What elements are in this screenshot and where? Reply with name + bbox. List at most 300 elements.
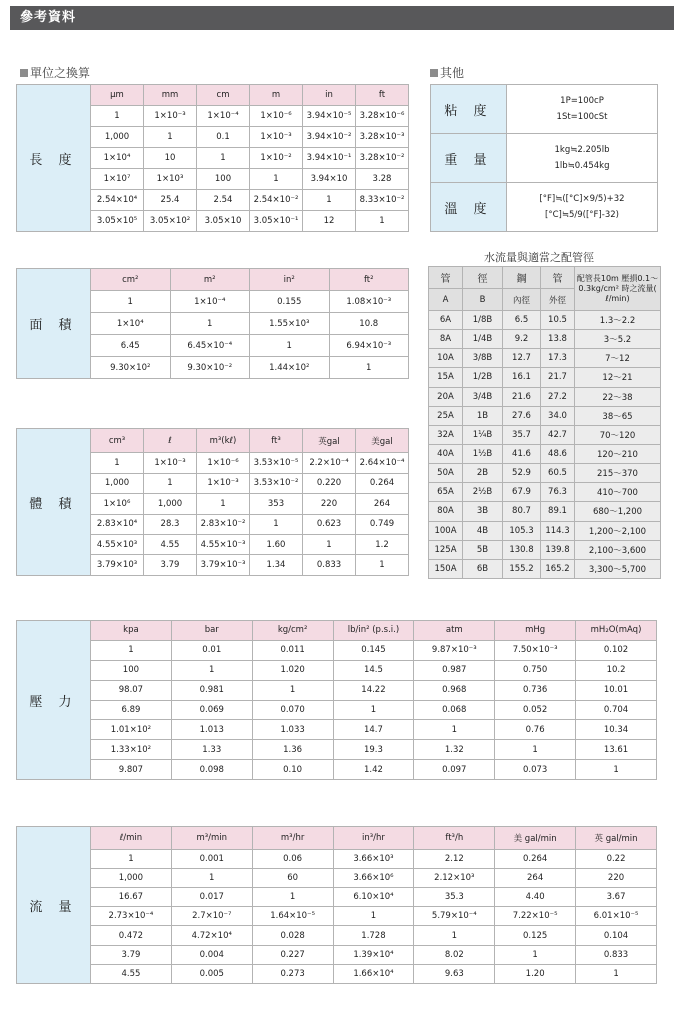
- column-header: mHg: [495, 621, 576, 641]
- table-cell: 3.94×10⁻²: [303, 127, 356, 148]
- table-cell: 1.36: [252, 740, 333, 760]
- table-cell: 48.6: [541, 444, 575, 463]
- table-cell: 3/8B: [463, 349, 503, 368]
- column-header: 英gal: [303, 429, 356, 453]
- column-header: A: [429, 289, 463, 311]
- table-cell: 1×10⁻⁴: [170, 291, 250, 313]
- table-cell: 60: [252, 868, 333, 887]
- table-cell: 52.9: [503, 464, 541, 483]
- row-label: 體 積: [17, 429, 91, 576]
- table-cell: 3.05×10²: [144, 211, 197, 232]
- table-cell: 0.623: [303, 514, 356, 534]
- row-label: 壓 力: [17, 621, 91, 780]
- area-table: [16, 268, 409, 379]
- table-cell: 34.0: [541, 406, 575, 425]
- table-cell: 1.34: [250, 555, 303, 576]
- table-cell: 20A: [429, 387, 463, 406]
- table-cell: 1,000: [144, 494, 197, 514]
- pipe-table: [428, 266, 661, 579]
- table-cell: 0.704: [576, 700, 657, 720]
- table-cell: 0.097: [414, 760, 495, 780]
- table-row: [17, 720, 657, 740]
- table-cell: 3.05×10⁵: [91, 211, 144, 232]
- table-cell: 15A: [429, 368, 463, 387]
- table-cell: 13.61: [576, 740, 657, 760]
- pipe-table-title: 水流量與適當之配管徑: [484, 251, 594, 264]
- table-cell: 1: [329, 357, 409, 379]
- table-cell: 1½B: [463, 444, 503, 463]
- row-label: 重 量: [431, 134, 507, 183]
- table-row: [429, 483, 661, 502]
- table-row: [17, 964, 657, 983]
- row-label: 長 度: [17, 85, 91, 232]
- table-cell: 27.6: [503, 406, 541, 425]
- table-cell: 21.6: [503, 387, 541, 406]
- table-cell: 0.981: [171, 680, 252, 700]
- table-cell: 1: [333, 907, 414, 926]
- table-cell: 9.2: [503, 330, 541, 349]
- column-header: B: [463, 289, 503, 311]
- table-cell: 1×10⁻³: [144, 453, 197, 473]
- table-row: [17, 907, 657, 926]
- table-cell: 1: [414, 926, 495, 945]
- column-header: mm: [144, 85, 197, 106]
- table-cell: 1,000: [91, 868, 172, 887]
- table-cell: 76.3: [541, 483, 575, 502]
- table-cell: 40A: [429, 444, 463, 463]
- table-cell: 35.7: [503, 425, 541, 444]
- table-cell: 12.7: [503, 349, 541, 368]
- table-row: [429, 521, 661, 540]
- table-cell: 1×10⁻³: [144, 106, 197, 127]
- table-cell: 3.28×10⁻⁶: [356, 106, 409, 127]
- table-row: [429, 368, 661, 387]
- table-cell: 0.76: [495, 720, 576, 740]
- table-cell: 1.01×10²: [91, 720, 172, 740]
- table-cell: 6.45: [91, 335, 171, 357]
- table-cell: 41.6: [503, 444, 541, 463]
- table-cell: 1: [171, 660, 252, 680]
- header-row: [17, 85, 409, 106]
- table-cell: 1×10⁻³: [250, 127, 303, 148]
- table-cell: 70～120: [575, 425, 661, 444]
- table-cell: [507, 134, 658, 183]
- table-cell: 0.125: [495, 926, 576, 945]
- table-cell: 1: [144, 473, 197, 493]
- table-cell: 3.94×10⁻¹: [303, 148, 356, 169]
- header-row: [429, 267, 661, 289]
- table-cell: 1¼B: [463, 425, 503, 444]
- table-cell: 3.28: [356, 169, 409, 190]
- table-cell: 8.02: [414, 945, 495, 964]
- table-cell: 9.807: [91, 760, 172, 780]
- table-cell: 65A: [429, 483, 463, 502]
- column-header: m³(kℓ): [197, 429, 250, 453]
- column-header: m: [250, 85, 303, 106]
- table-cell: 1×10⁻⁴: [197, 106, 250, 127]
- table-cell: 0.155: [250, 291, 330, 313]
- table-cell: 1: [91, 453, 144, 473]
- table-cell: 1.08×10⁻³: [329, 291, 409, 313]
- header-row: [17, 621, 657, 641]
- table-cell: 0.028: [252, 926, 333, 945]
- table-cell: 2.83×10⁴: [91, 514, 144, 534]
- table-cell: 0.22: [576, 849, 657, 868]
- table-cell: 6.10×10⁴: [333, 888, 414, 907]
- table-cell: 1: [356, 555, 409, 576]
- column-header: 管: [541, 267, 575, 289]
- table-cell: 1,000: [91, 127, 144, 148]
- table-row: [17, 660, 657, 680]
- table-cell: 4.40: [495, 888, 576, 907]
- table-cell: 1.44×10²: [250, 357, 330, 379]
- table-cell: 17.3: [541, 349, 575, 368]
- table-cell: 4.55: [91, 964, 172, 983]
- table-cell: 1,200～2,100: [575, 521, 661, 540]
- table-cell: 0.104: [576, 926, 657, 945]
- table-cell: 2,100～3,600: [575, 540, 661, 559]
- table-row: [17, 740, 657, 760]
- table-cell: 5B: [463, 540, 503, 559]
- table-cell: 0.749: [356, 514, 409, 534]
- table-row: [431, 183, 658, 232]
- table-cell: 1×10⁻⁶: [197, 453, 250, 473]
- table-cell: 3.79×10⁻³: [197, 555, 250, 576]
- table-cell: 2B: [463, 464, 503, 483]
- table-cell: 7.50×10⁻³: [495, 640, 576, 660]
- table-row: [429, 540, 661, 559]
- table-row: [17, 945, 657, 964]
- table-cell: 0.102: [576, 640, 657, 660]
- section-unit-conversion: 單位之換算: [20, 64, 90, 81]
- table-cell: 2.64×10⁻⁴: [356, 453, 409, 473]
- table-cell: 3.79: [144, 555, 197, 576]
- table-row: [429, 387, 661, 406]
- table-cell: 9.87×10⁻³: [414, 640, 495, 660]
- table-cell: 0.833: [576, 945, 657, 964]
- row-label: 流 量: [17, 827, 91, 984]
- table-cell: 215～370: [575, 464, 661, 483]
- table-cell: 3B: [463, 502, 503, 521]
- table-cell: 1: [197, 148, 250, 169]
- table-cell: 3.28×10⁻³: [356, 127, 409, 148]
- table-cell: 1.32: [414, 740, 495, 760]
- table-cell: 1: [91, 849, 172, 868]
- table-cell: 0.005: [171, 964, 252, 983]
- table-cell: 80.7: [503, 502, 541, 521]
- table-cell: 3～5.2: [575, 330, 661, 349]
- table-cell: [507, 85, 658, 134]
- square-bullet-icon: [430, 69, 438, 77]
- table-cell: 1: [252, 888, 333, 907]
- table-row: [17, 888, 657, 907]
- table-cell: 4.72×10⁴: [171, 926, 252, 945]
- table-cell: 2.54×10⁴: [91, 190, 144, 211]
- column-header: in²: [250, 269, 330, 291]
- table-cell: 12: [303, 211, 356, 232]
- column-header: 鋼: [503, 267, 541, 289]
- table-cell: 6.89: [91, 700, 172, 720]
- table-cell: 6A: [429, 311, 463, 330]
- table-cell: 100A: [429, 521, 463, 540]
- column-header: m³/hr: [252, 827, 333, 850]
- table-cell: 1: [250, 514, 303, 534]
- column-header: kg/cm²: [252, 621, 333, 641]
- table-cell: 1×10⁻⁶: [250, 106, 303, 127]
- table-cell: 0.968: [414, 680, 495, 700]
- table-row: [17, 849, 657, 868]
- table-cell: 1: [303, 535, 356, 555]
- table-cell: 1.33×10²: [91, 740, 172, 760]
- table-cell: 1: [576, 964, 657, 983]
- table-cell: 0.070: [252, 700, 333, 720]
- table-cell: 100: [197, 169, 250, 190]
- table-cell: 1×10⁻³: [197, 473, 250, 493]
- table-cell: 0.017: [171, 888, 252, 907]
- table-cell: 100: [91, 660, 172, 680]
- table-cell: 9.63: [414, 964, 495, 983]
- header-row: [17, 827, 657, 850]
- table-cell: 220: [576, 868, 657, 887]
- column-header: 美gal: [356, 429, 409, 453]
- table-cell: 680～1,200: [575, 502, 661, 521]
- table-cell: 98.07: [91, 680, 172, 700]
- table-cell: 3.05×10⁻¹: [250, 211, 303, 232]
- table-cell: 1.728: [333, 926, 414, 945]
- row-label: 面 積: [17, 269, 91, 379]
- table-row: [17, 868, 657, 887]
- table-cell: 1.033: [252, 720, 333, 740]
- table-cell: 1.66×10⁴: [333, 964, 414, 983]
- table-cell: 2.2×10⁻⁴: [303, 453, 356, 473]
- table-cell: 89.1: [541, 502, 575, 521]
- column-header: 英 gal/min: [576, 827, 657, 850]
- table-cell: 32A: [429, 425, 463, 444]
- column-header: m²: [170, 269, 250, 291]
- column-header: ft³/h: [414, 827, 495, 850]
- table-cell: 0.004: [171, 945, 252, 964]
- column-header: ft: [356, 85, 409, 106]
- table-cell: 3.94×10: [303, 169, 356, 190]
- row-label: 粘 度: [431, 85, 507, 134]
- row-label: 溫 度: [431, 183, 507, 232]
- table-cell: 0.227: [252, 945, 333, 964]
- value-line: 1St=100cSt: [556, 112, 608, 122]
- table-cell: 9.30×10²: [91, 357, 171, 379]
- table-cell: 28.3: [144, 514, 197, 534]
- table-cell: 3.28×10⁻²: [356, 148, 409, 169]
- table-cell: 0.10: [252, 760, 333, 780]
- table-cell: 0.068: [414, 700, 495, 720]
- column-header: ft²: [329, 269, 409, 291]
- table-cell: 4.55: [144, 535, 197, 555]
- table-cell: 42.7: [541, 425, 575, 444]
- value-line: [°C]≒5/9([°F]-32): [545, 210, 619, 220]
- table-cell: 1×10⁴: [91, 313, 171, 335]
- table-cell: 12～21: [575, 368, 661, 387]
- table-cell: 0.145: [333, 640, 414, 660]
- table-cell: 6.5: [503, 311, 541, 330]
- table-cell: 1.33: [171, 740, 252, 760]
- table-cell: 1: [144, 127, 197, 148]
- table-cell: 10.8: [329, 313, 409, 335]
- table-cell: 1.2: [356, 535, 409, 555]
- table-row: [429, 311, 661, 330]
- table-cell: 10.01: [576, 680, 657, 700]
- table-cell: 1×10³: [144, 169, 197, 190]
- table-cell: 0.1: [197, 127, 250, 148]
- table-cell: 13.8: [541, 330, 575, 349]
- column-header: kpa: [91, 621, 172, 641]
- header-row: [17, 429, 409, 453]
- table-cell: 0.001: [171, 849, 252, 868]
- table-cell: 3.53×10⁻²: [250, 473, 303, 493]
- table-cell: 14.5: [333, 660, 414, 680]
- table-cell: 1×10⁷: [91, 169, 144, 190]
- volume-table: [16, 428, 409, 576]
- table-cell: 10.2: [576, 660, 657, 680]
- table-cell: 139.8: [541, 540, 575, 559]
- table-cell: 7～12: [575, 349, 661, 368]
- column-header: 徑: [463, 267, 503, 289]
- table-cell: 1×10⁻²: [250, 148, 303, 169]
- table-cell: 6B: [463, 559, 503, 578]
- table-cell: 120～210: [575, 444, 661, 463]
- table-cell: 1: [171, 868, 252, 887]
- table-cell: 1.020: [252, 660, 333, 680]
- table-cell: 0.098: [171, 760, 252, 780]
- table-cell: 410～700: [575, 483, 661, 502]
- table-cell: 1.64×10⁻⁵: [252, 907, 333, 926]
- column-header: mH₂O(mAq): [576, 621, 657, 641]
- table-cell: 1: [356, 211, 409, 232]
- table-cell: 7.22×10⁻⁵: [495, 907, 576, 926]
- table-cell: 1/8B: [463, 311, 503, 330]
- table-row: [17, 926, 657, 945]
- square-bullet-icon: [20, 69, 28, 77]
- other-table: [430, 84, 658, 232]
- table-cell: 0.073: [495, 760, 576, 780]
- table-row: [17, 700, 657, 720]
- table-cell: 0.06: [252, 849, 333, 868]
- table-cell: 220: [303, 494, 356, 514]
- table-cell: 0.01: [171, 640, 252, 660]
- table-cell: 1×10⁶: [91, 494, 144, 514]
- table-row: [429, 559, 661, 578]
- table-cell: 25A: [429, 406, 463, 425]
- table-cell: 1.55×10³: [250, 313, 330, 335]
- table-cell: 1: [303, 190, 356, 211]
- table-row: [431, 85, 658, 134]
- table-cell: 50A: [429, 464, 463, 483]
- table-cell: 10: [144, 148, 197, 169]
- table-cell: 2½B: [463, 483, 503, 502]
- table-cell: 10A: [429, 349, 463, 368]
- flow-column-header: 配管長10m 壓損0.1～0.3kg/cm² 時之流量( ℓ/min): [575, 267, 661, 311]
- table-cell: 1: [250, 169, 303, 190]
- table-cell: 0.220: [303, 473, 356, 493]
- value-line: 1kg≒2.205lb: [554, 145, 610, 155]
- table-cell: 105.3: [503, 521, 541, 540]
- column-header: bar: [171, 621, 252, 641]
- table-cell: 0.472: [91, 926, 172, 945]
- table-cell: 1.39×10⁴: [333, 945, 414, 964]
- table-cell: 1.60: [250, 535, 303, 555]
- table-cell: 0.069: [171, 700, 252, 720]
- table-cell: 67.9: [503, 483, 541, 502]
- column-header: atm: [414, 621, 495, 641]
- table-cell: 0.750: [495, 660, 576, 680]
- table-cell: 10.34: [576, 720, 657, 740]
- table-cell: 1×10⁴: [91, 148, 144, 169]
- value-line: [°F]≒([°C]×9/5)+32: [539, 194, 625, 204]
- section-other: 其他: [430, 64, 464, 81]
- table-row: [17, 760, 657, 780]
- table-row: [17, 680, 657, 700]
- table-cell: 3.05×10: [197, 211, 250, 232]
- table-cell: 1: [250, 335, 330, 357]
- table-cell: 1: [91, 106, 144, 127]
- table-row: [429, 349, 661, 368]
- column-header: m³/min: [171, 827, 252, 850]
- table-cell: 16.67: [91, 888, 172, 907]
- pressure-table: [16, 620, 657, 780]
- flow-table: [16, 826, 657, 984]
- table-cell: 1: [91, 640, 172, 660]
- table-cell: 0.264: [356, 473, 409, 493]
- value-line: 1P=100cP: [560, 96, 604, 106]
- table-cell: 2.73×10⁻⁴: [91, 907, 172, 926]
- table-row: [17, 640, 657, 660]
- table-cell: 3/4B: [463, 387, 503, 406]
- column-header: in³/hr: [333, 827, 414, 850]
- table-cell: 4.55×10³: [91, 535, 144, 555]
- table-cell: 1/4B: [463, 330, 503, 349]
- table-cell: 38～65: [575, 406, 661, 425]
- table-cell: 130.8: [503, 540, 541, 559]
- table-cell: 1/2B: [463, 368, 503, 387]
- column-header: μm: [91, 85, 144, 106]
- column-header: 管: [429, 267, 463, 289]
- table-cell: 27.2: [541, 387, 575, 406]
- table-cell: 3.79: [91, 945, 172, 964]
- table-cell: 1.20: [495, 964, 576, 983]
- table-cell: 14.7: [333, 720, 414, 740]
- table-cell: 155.2: [503, 559, 541, 578]
- table-cell: 1: [252, 680, 333, 700]
- table-cell: 0.736: [495, 680, 576, 700]
- table-row: [429, 406, 661, 425]
- table-cell: 10.5: [541, 311, 575, 330]
- value-line: 1lb≒0.454kg: [554, 161, 610, 171]
- table-cell: 60.5: [541, 464, 575, 483]
- table-cell: 1: [495, 740, 576, 760]
- table-cell: 1: [197, 494, 250, 514]
- table-cell: 2.83×10⁻²: [197, 514, 250, 534]
- table-cell: 0.987: [414, 660, 495, 680]
- table-cell: 2.7×10⁻⁷: [171, 907, 252, 926]
- table-cell: 1.42: [333, 760, 414, 780]
- table-cell: 1: [414, 720, 495, 740]
- table-cell: 4B: [463, 521, 503, 540]
- column-header: 內徑: [503, 289, 541, 311]
- table-row: [429, 444, 661, 463]
- column-header: cm³: [91, 429, 144, 453]
- table-cell: 2.12: [414, 849, 495, 868]
- table-cell: 14.22: [333, 680, 414, 700]
- table-cell: 9.30×10⁻²: [170, 357, 250, 379]
- table-cell: 35.3: [414, 888, 495, 907]
